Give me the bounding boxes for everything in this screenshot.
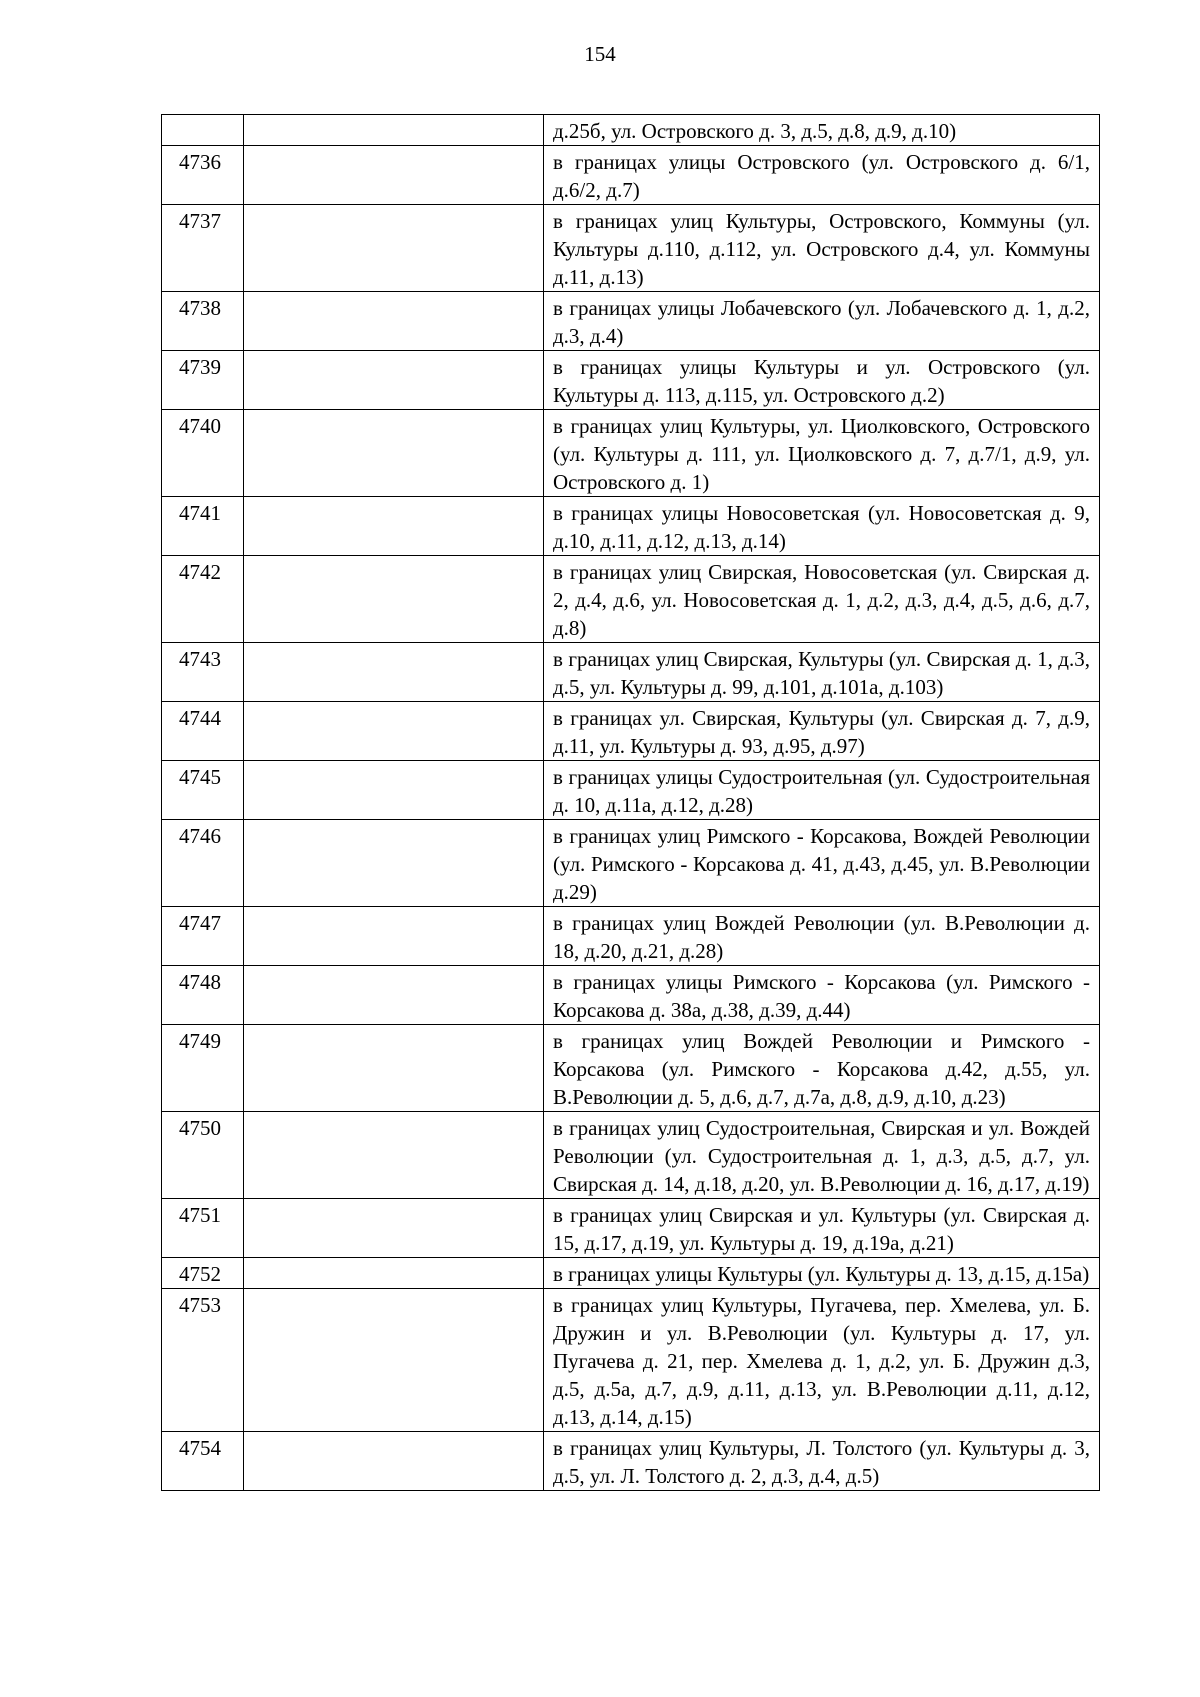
address-description-cell: в границах улиц Культуры, Л. Толстого (ул. Культуры д. 3, д.5, ул. Л. Толстого д. 2, д.3, д.4, д.5) — [544, 1432, 1100, 1491]
address-description-cell: в границах улиц Культуры, ул. Циолковского, Островского (ул. Культуры д. 111, ул. Циолковского д. 7, д.7/1, д.9, ул. Островского д. 1) — [544, 410, 1100, 497]
table-row — [162, 1199, 1100, 1258]
empty-middle-cell — [244, 966, 544, 1025]
table-row — [162, 115, 1100, 146]
empty-middle-cell — [244, 761, 544, 820]
address-description-cell: в границах улиц Свирская, Новосоветская (ул. Свирская д. 2, д.4, д.6, ул. Новосоветская д. 1, д.2, д.3, д.4, д.5, д.6, д.7, д.8) — [544, 556, 1100, 643]
table-row — [162, 966, 1100, 1025]
address-description-cell: д.25б, ул. Островского д. 3, д.5, д.8, д.9, д.10) — [544, 115, 1100, 146]
address-table — [161, 114, 1100, 1491]
table-body — [162, 115, 1100, 1491]
table-row — [162, 556, 1100, 643]
address-description-cell: в границах улиц Культуры, Островского, Коммуны (ул. Культуры д.110, д.112, ул. Островского д.4, ул. Коммуны д.11, д.13) — [544, 205, 1100, 292]
table-row — [162, 761, 1100, 820]
address-description-cell: в границах улицы Римского - Корсакова (ул. Римского - Корсакова д. 38а, д.38, д.39, д.44) — [544, 966, 1100, 1025]
table-row — [162, 1258, 1100, 1289]
row-number-cell: 4754 — [162, 1432, 244, 1491]
table-row — [162, 643, 1100, 702]
table-row — [162, 1112, 1100, 1199]
page-number: 154 — [584, 42, 616, 66]
table-row — [162, 907, 1100, 966]
table-row — [162, 1432, 1100, 1491]
address-description-cell: в границах улиц Вождей Революции и Римского - Корсакова (ул. Римского - Корсакова д.42, д.55, ул. В.Революции д. 5, д.6, д.7, д.7а, д.8, д.9, д.10, д.23) — [544, 1025, 1100, 1112]
row-number-cell: 4749 — [162, 1025, 244, 1112]
empty-middle-cell — [244, 1112, 544, 1199]
address-description-cell: в границах ул. Свирская, Культуры (ул. Свирская д. 7, д.9, д.11, ул. Культуры д. 93, д.95, д.97) — [544, 702, 1100, 761]
row-number-cell: 4748 — [162, 966, 244, 1025]
row-number-cell: 4744 — [162, 702, 244, 761]
row-number-cell: 4736 — [162, 146, 244, 205]
row-number-cell: 4743 — [162, 643, 244, 702]
table-row — [162, 820, 1100, 907]
empty-middle-cell — [244, 1289, 544, 1432]
table-row — [162, 1025, 1100, 1112]
address-description-cell: в границах улиц Свирская, Культуры (ул. Свирская д. 1, д.3, д.5, ул. Культуры д. 99, д.101, д.101а, д.103) — [544, 643, 1100, 702]
empty-middle-cell — [244, 1199, 544, 1258]
address-description-cell: в границах улиц Свирская и ул. Культуры (ул. Свирская д. 15, д.17, д.19, ул. Культуры д. 19, д.19а, д.21) — [544, 1199, 1100, 1258]
row-number-cell: 4752 — [162, 1258, 244, 1289]
empty-middle-cell — [244, 1258, 544, 1289]
row-number-cell: 4738 — [162, 292, 244, 351]
row-number-cell: 4747 — [162, 907, 244, 966]
empty-middle-cell — [244, 556, 544, 643]
row-number-cell: 4746 — [162, 820, 244, 907]
address-description-cell: в границах улицы Культуры и ул. Островского (ул. Культуры д. 113, д.115, ул. Островского д.2) — [544, 351, 1100, 410]
row-number-cell: 4745 — [162, 761, 244, 820]
empty-middle-cell — [244, 1432, 544, 1491]
table-row — [162, 702, 1100, 761]
row-number-cell: 4739 — [162, 351, 244, 410]
empty-middle-cell — [244, 820, 544, 907]
address-description-cell: в границах улицы Лобачевского (ул. Лобачевского д. 1, д.2, д.3, д.4) — [544, 292, 1100, 351]
empty-middle-cell — [244, 410, 544, 497]
empty-middle-cell — [244, 907, 544, 966]
empty-middle-cell — [244, 643, 544, 702]
address-description-cell: в границах улицы Новосоветская (ул. Новосоветская д. 9, д.10, д.11, д.12, д.13, д.14) — [544, 497, 1100, 556]
address-description-cell: в границах улицы Судостроительная (ул. Судостроительная д. 10, д.11а, д.12, д.28) — [544, 761, 1100, 820]
table-row — [162, 410, 1100, 497]
table-row — [162, 205, 1100, 292]
empty-middle-cell — [244, 351, 544, 410]
table-row — [162, 351, 1100, 410]
row-number-cell: 4742 — [162, 556, 244, 643]
empty-middle-cell — [244, 205, 544, 292]
row-number-cell: 4737 — [162, 205, 244, 292]
empty-middle-cell — [244, 115, 544, 146]
row-number-cell — [162, 115, 244, 146]
empty-middle-cell — [244, 702, 544, 761]
row-number-cell: 4750 — [162, 1112, 244, 1199]
row-number-cell: 4753 — [162, 1289, 244, 1432]
row-number-cell: 4741 — [162, 497, 244, 556]
address-description-cell: в границах улиц Римского - Корсакова, Вождей Революции (ул. Римского - Корсакова д. 41, д.43, д.45, ул. В.Революции д.29) — [544, 820, 1100, 907]
table-row — [162, 292, 1100, 351]
row-number-cell: 4751 — [162, 1199, 244, 1258]
empty-middle-cell — [244, 292, 544, 351]
address-description-cell: в границах улиц Судостроительная, Свирская и ул. Вождей Революции (ул. Судостроительная д. 1, д.3, д.5, д.7, ул. Свирская д. 14, д.18, д.20, ул. В.Революции д. 16, д.17, д.19) — [544, 1112, 1100, 1199]
empty-middle-cell — [244, 497, 544, 556]
empty-middle-cell — [244, 146, 544, 205]
empty-middle-cell — [244, 1025, 544, 1112]
address-description-cell: в границах улиц Культуры, Пугачева, пер. Хмелева, ул. Б. Дружин и ул. В.Революции (ул. Культуры д. 17, ул. Пугачева д. 21, пер. Хмелева д. 1, д.2, ул. Б. Дружин д.3, д.5, д.5а, д.7, д.9, д.11, д.13, ул. В.Революции д.11, д.12, д.13, д.14, д.15) — [544, 1289, 1100, 1432]
table-row — [162, 497, 1100, 556]
table-row — [162, 146, 1100, 205]
address-description-cell: в границах улицы Островского (ул. Островского д. 6/1, д.6/2, д.7) — [544, 146, 1100, 205]
table-row — [162, 1289, 1100, 1432]
address-description-cell: в границах улицы Культуры (ул. Культуры д. 13, д.15, д.15а) — [544, 1258, 1100, 1289]
address-description-cell: в границах улиц Вождей Революции (ул. В.Революции д. 18, д.20, д.21, д.28) — [544, 907, 1100, 966]
row-number-cell: 4740 — [162, 410, 244, 497]
